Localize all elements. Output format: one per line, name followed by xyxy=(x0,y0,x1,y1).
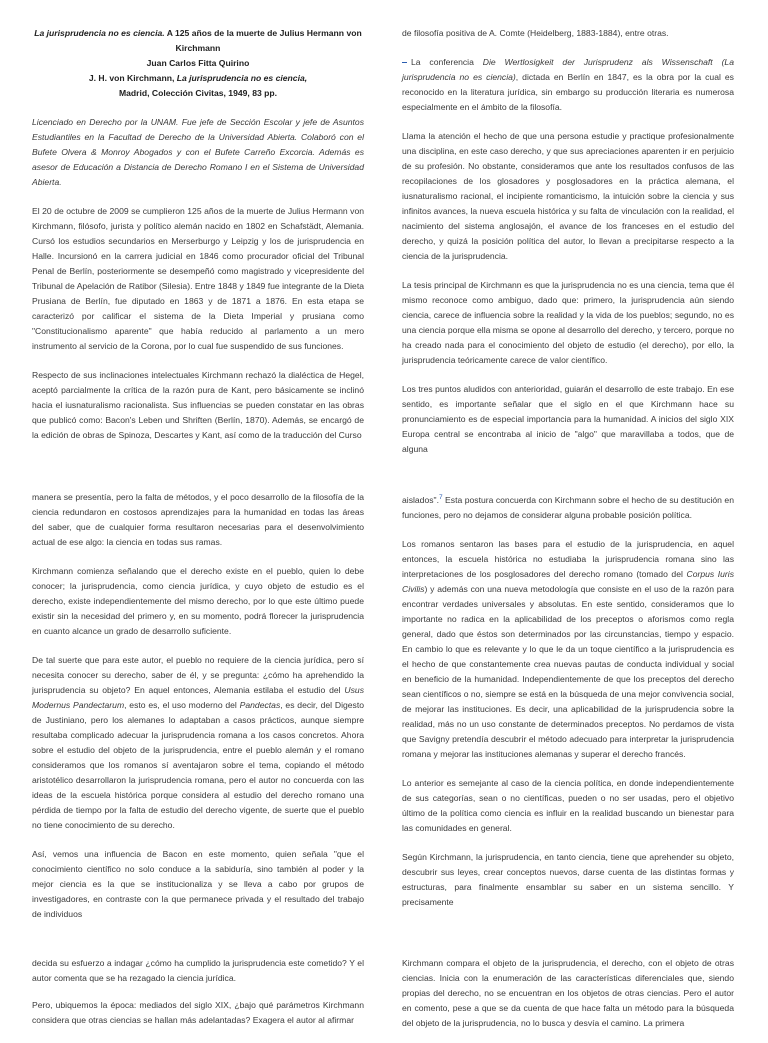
paragraph: decida su esfuerzo a indagar ¿cómo ha cumplido la jurisprudencia este cometido? Y el autor comenta que se ha rezagado la ciencia jurídica. xyxy=(32,958,364,983)
article-title-rest: A 125 años de la muerte de Julius Hermann von Kirchmann xyxy=(164,28,362,53)
text-run: ) y además con una nueva metodología que consiste en el uso de la razón para encontrar verdades universales y absolutas. En este sentido, consideramos que lo importante no radica en la aplicabilidad de los preceptos o aforismos como regla general, dado que éstos son determinados por las circunstancias, tiempo y espacio. En cambio lo que es relevante y lo que le da un toque científico a la jurisprudencia es el hecho de que constantemente crea nuevas pautas de conducta individual y social en beneficio de la humanidad. Independientemente de que los preceptos del derecho sean científicos o no, siempre se está en la búsqueda de una mejor convivencia social, de mejorar las instituciones. Es decir, una aplicabilidad de la jurisprudencia sobre la realidad, más no un uso constante de determinados preceptos. No perdamos de vista que Savigny pretendía descubrir el método adecuado para interpretar la jurisprudencia romana y mejorar las instituciones alemanas y superar el derecho francés. xyxy=(402,583,734,759)
page-2-left-column xyxy=(32,490,364,934)
text-run: Los romanos sentaron las bases para el estudio de la jurisprudencia, en aquel entonces, la escuela histórica no estudiaba la jurisprudencia romana sino las interpretaciones de los posglosadores del derecho romano (tomado del xyxy=(402,538,734,579)
text-run-italic: Pandectas xyxy=(239,700,281,710)
page-1-left-column xyxy=(32,26,364,455)
paragraph xyxy=(32,653,364,833)
paragraph: de filosofía positiva de A. Comte (Heidelberg, 1883-1884), entre otras. xyxy=(402,28,669,38)
text-run-italic: Corpus Iuris Civilis xyxy=(402,568,735,594)
article-header xyxy=(32,26,364,101)
article-title-italic: La jurisprudencia no es ciencia. xyxy=(34,28,165,38)
text-run: La conferencia xyxy=(411,57,483,67)
text-run-italic: Die Wertlosigkeit der Jurisprudenz als Wissenschaft (La jurisprudencia no es ciencia) xyxy=(402,57,734,82)
footnote-marker-icon[interactable] xyxy=(402,62,407,63)
paragraph: Así, vemos una influencia de Bacon en este momento, quien señala "que el conocimiento científico no solo conduce a la sabiduría, sino también al poder y la mejor ciencia es la que se institucionaliza y se lleva a cabo por grupos de investigadores, en contraste con la que permanece privada y el resultado del trabajo de individuos xyxy=(32,849,364,919)
text-run: Esta postura concuerda con Kirchmann sobre el hecho de su destitución en funciones, pero no dejamos de considerar alguna probable posición política. xyxy=(402,494,734,520)
text-run: , dictada en Berlín en 1847, es la obra por la cual es reconocido en la literatura jurídica, sin embargo su producción literaria es numerosa especialmente en el ámbito de la filosofía. xyxy=(402,72,734,112)
reviewed-book-title: La jurisprudencia no es ciencia, xyxy=(176,73,308,83)
text-run: De tal suerte que para este autor, el pueblo no requiere de la ciencia jurídica, pero sí necesita conocer su derecho, saber de él, y se pregunta: ¿cómo ha aprehendido la jurisprudencia su objeto? En aquel entonces, Alemania estilaba el estudio del xyxy=(32,655,364,695)
page-3-left-column xyxy=(32,956,364,1040)
paragraph: Según Kirchmann, la jurisprudencia, en tanto ciencia, tiene que aprehender su objeto, descubrir sus leyes, crear conceptos nuevos, darse cuenta de las distintas formas y estructuras, para finalmente ensamblar su saber en un sistema sencillo. Y precisamente xyxy=(402,851,734,907)
reviewed-book-author: J. H. von Kirchmann, xyxy=(88,73,177,83)
text-run: , esto es, el uso moderno del xyxy=(124,700,240,710)
article-author: Juan Carlos Fitta Quirino xyxy=(146,58,250,68)
page-3-right-column xyxy=(402,956,734,1043)
text-run: aislados". xyxy=(402,494,439,505)
article-title xyxy=(32,26,364,56)
paragraph: Lo anterior es semejante al caso de la ciencia política, en donde independientemente de sus categorías, sean o no científicas, pueden o no ser usadas, pero el objetivo último de la política como ciencia es influir en la realidad buscando un bienestar para las comunidades en general. xyxy=(402,777,734,833)
paragraph xyxy=(402,55,734,115)
paragraph xyxy=(402,537,734,762)
author-bio xyxy=(32,115,364,190)
text-run: , es decir, del Digesto de Justiniano, pero los alemanes lo adaptaban a casos prácticos, aunque siempre resultaba complicado adecuar la jurisprudencia romana a los casos concretos. Ahora sobre el estudio del objeto de la jurisprudencia, entre el pueblo alemán y el romano consideramos que los romanos sí aventajaron sobre el tema, copiando el método aristotélico desarrollaron la jurisprudencia romana, pero el autor no concuerda con las ideas de la escuela histórica porque considera al estudio del derecho romano una pérdida de tiempo por la falta de estudio del derecho vigente, de suerte que el pueblo no tiene conocimiento de su derecho. xyxy=(32,700,365,830)
paragraph: Llama la atención el hecho de que una persona estudie y practique profesionalmente una disciplina, en este caso derecho, y que sus apreciaciones aparenten ir en perjuicio de su profesión. No obstante, consideramos que ante los resultados confusos de las recopilaciones de los glosadores y posglosadores en la práctica alemana, el iusnaturalismo racional, el incipiente romanticismo, la intuición sobre la ciencia y sus infinitos avances, la nueva escuela histórica y su falta de vinculación con la realidad, el nacimiento del sistema anglosajón, el avance de los franceses en el estudio del derecho, y quizá la posición política del autor, lo llevan a precipitarse respecto a la ciencia de la jurisprudencia. xyxy=(402,131,734,261)
paragraph: Kirchmann comienza señalando que el derecho existe en el pueblo, quien lo debe conocer; la jurisprudencia, como ciencia jurídica, y cuyo objeto de estudio es el derecho, existe independientemente del mismo derecho, por lo que este último puede existir sin la necesidad del primero y, en su momento, podrá florecer la jurisprudencia en cuanto alcance un grado de desarrollo suficiente. xyxy=(32,566,364,636)
paragraph: manera se presentía, pero la falta de métodos, y el poco desarrollo de la filosofía de la ciencia redundaron en costosos aprendizajes para la humanidad en todas las áreas del saber, que de cualquier forma resultaron necesarias para el desenvolvimiento actual de ese algo: la ciencia en todas sus ramas. xyxy=(32,492,364,547)
page-2-right-column xyxy=(402,490,734,922)
paragraph: Pero, ubiquemos la época: mediados del siglo XIX, ¿bajo qué parámetros Kirchmann considera que otras ciencias se hallan más adelantadas? Exagera el autor al afirmar xyxy=(32,1000,364,1025)
reviewed-book xyxy=(32,71,364,86)
reviewed-book-publisher: Madrid, Colección Civitas, 1949, 83 pp. xyxy=(118,88,278,98)
paragraph: El 20 de octubre de 2009 se cumplieron 125 años de la muerte de Julius Hermann von Kirchmann, filósofo, jurista y político alemán nacido en 1802 en Schafstädt, Alemania. Cursó los estudios secundarios en Merserburgo y Leipzig y los de jurisprudencia en Halle. Incursionó en la carrera judicial en 1846 como procurador oficial del Tribunal Penal de Berlín, posteriormente se desempeñó como magistrado y vicepresidente del Tribunal de Apelación de Ratibor (Silesia). Entre 1848 y 1849 fue integrante de la Dieta Prusiana de Berlín, fue diputado en 1863 y de 1871 a 1876. En esta etapa se caracterizó por calificar el sistema de la Dieta Imperial y prusiana como "Constitucionalismo aparente" que había reducido al parlamento a un mero instrumento al servicio de la Corona, por lo cual fue suspendido de sus funciones. xyxy=(32,206,364,351)
author-bio-text: Licenciado en Derecho por la UNAM. Fue jefe de Sección Escolar y jefe de Asuntos Estudiantiles en la Facultad de Derecho de la Universidad Abierta. Colaboró con el Bufete Olvera & Monroy Abogados y con el Bufete Carreño Excorcia. Además es asesor de Educación a Distancia de Derecho Romano I en el Sistema de Universidad Abierta. xyxy=(32,117,364,187)
paragraph xyxy=(402,490,734,523)
paragraph: La tesis principal de Kirchmann es que la jurisprudencia no es una ciencia, tema que él mismo reconoce como ambiguo, dado que: primero, la jurisprudencia aún siendo ciencia, carece de influencia sobre la realidad y la vida de los pueblos; segundo, no es una ciencia porque ella misma se opone al desarrollo del derecho, y tercero, porque no ha creado nada para el conocimiento del objeto de estudio (el derecho), por ello, la jurisprudencia teóricamente carece de valor científico. xyxy=(402,280,735,365)
text-run-italic: Usus Modernus Pandectarum xyxy=(32,685,364,710)
paragraph: Kirchmann compara el objeto de la jurisprudencia, el derecho, con el objeto de otras ciencias. Inicia con la enumeración de las características diferenciales que, siendo propias del derecho, no se encuentran en los objetos de otras ciencias. Pero el autor en comento, pese a que se da cuenta de que hace falta un método para la búsqueda del objeto de la jurisprudencia, no lo busca y desvía el camino. La primera xyxy=(402,958,734,1028)
footnote-link[interactable]: 7 xyxy=(438,494,443,501)
page-1-right-column xyxy=(402,26,734,469)
paragraph: Respecto de sus inclinaciones intelectuales Kirchmann rechazó la dialéctica de Hegel, aceptó parcialmente la crítica de la razón pura de Kant, pero básicamente se inclinó hacia el iusnaturalismo racionalista. Sus influencias se pueden constatar en las obras que publicó como: Bacon's Leben und Shriften (Berlín, 1870). Además, se encargó de la edición de obras de Spinoza, Descartes y Kant, así como de la traducción del Curso xyxy=(32,370,364,440)
paragraph: Los tres puntos aludidos con anterioridad, guiarán el desarrollo de este trabajo. En ese sentido, es importante señalar que el siglo en el que Kirchmann hace su pronunciamiento es de especial importancia para la humanidad. A inicios del siglo XIX Europa central se encontraba al inicio de "algo" que maravillaba a todos, que de alguna xyxy=(402,384,734,454)
